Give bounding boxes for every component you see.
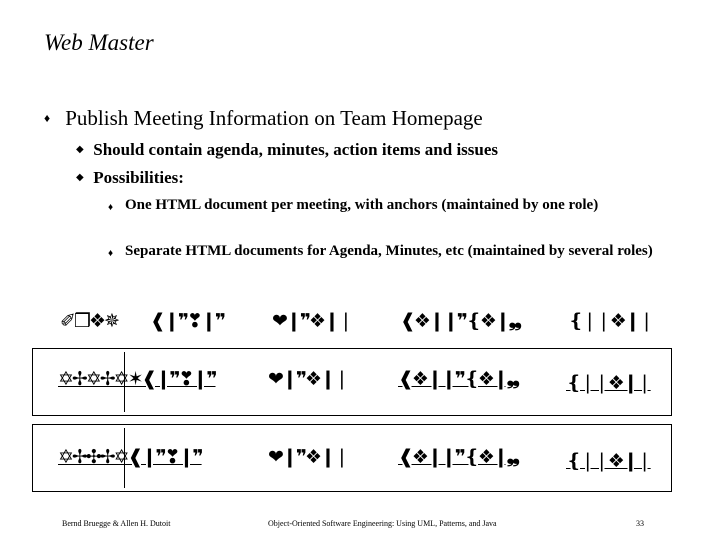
- square-bullet-icon: ◆: [76, 144, 84, 155]
- main-bullet-item: [44, 106, 483, 131]
- footer-book-title: Object-Oriented Software Engineering: Using UML, Patterns, and Java: [268, 519, 497, 528]
- row-2-divider: [124, 428, 125, 488]
- diamond-bullet-icon: ♦: [108, 248, 114, 259]
- meeting-row-2-issues: ❴❘❘❖❙❘: [566, 450, 651, 472]
- footer-page-number: 33: [636, 519, 644, 528]
- diagram-header-issues: ❴❘❘❖❙❘: [568, 310, 653, 332]
- diamond-bullet-icon: ♦: [108, 202, 114, 213]
- row-1-divider: [124, 352, 125, 412]
- meeting-row-1-issues: ❴❘❘❖❙❘: [566, 372, 651, 394]
- meeting-row-2-date-minutes: ✡✢✣✢✡❰❙❞❣❙❞: [58, 446, 202, 468]
- footer-authors: Bernd Bruegge & Allen H. Dutoit: [62, 519, 171, 528]
- diagram-header-minutes: ❰❙❞❣❙❞: [150, 310, 224, 332]
- subsub-bullet-text: Separate HTML documents for Agenda, Minutes, etc (maintained by several roles): [125, 243, 653, 259]
- sub-bullet-item: [76, 168, 184, 188]
- meeting-row-1-date-minutes: ✡✢✡✢✡✶❰❙❞❣❙❞: [58, 368, 216, 390]
- main-bullet-text: Publish Meeting Information on Team Homepage: [65, 106, 483, 130]
- diamond-bullet-icon: ♦: [44, 111, 51, 125]
- diagram-header-action-items: ❰❖❙❙❞❴❖❙❠: [400, 310, 520, 332]
- subsub-bullet-item: [108, 197, 668, 214]
- sub-bullet-text: Possibilities:: [93, 168, 184, 187]
- meeting-row-1-agenda: ❤❙❞❖❙❘: [268, 368, 348, 390]
- meeting-row-2-action-items: ❰❖❙❙❞❴❖❙❠: [398, 446, 518, 468]
- sub-bullet-text: Should contain agenda, minutes, action items and issues: [93, 140, 499, 159]
- meeting-row-2-agenda: ❤❙❞❖❙❘: [268, 446, 348, 468]
- meeting-row-1-action-items: ❰❖❙❙❞❴❖❙❠: [398, 368, 518, 390]
- subsub-bullet-text: One HTML document per meeting, with anchors (maintained by one role): [125, 197, 599, 213]
- diagram-header-agenda: ❤❙❞❖❙❘: [272, 310, 352, 332]
- subsub-bullet-item: [108, 243, 668, 260]
- square-bullet-icon: ◆: [76, 172, 84, 183]
- diagram-header-date: ✐❒❖✵: [60, 310, 118, 332]
- sub-bullet-item: [76, 140, 498, 160]
- slide-title: Web Master: [44, 30, 154, 55]
